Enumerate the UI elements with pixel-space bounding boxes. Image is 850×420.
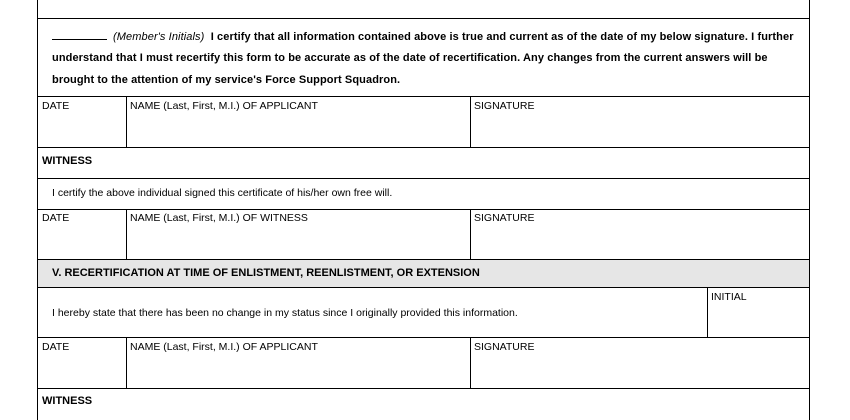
divider <box>38 287 809 288</box>
form-page <box>37 0 810 420</box>
members-initials-field[interactable] <box>52 30 107 40</box>
recert-name-label: NAME (Last, First, M.I.) OF APPLICANT <box>130 341 318 353</box>
applicant-name-field[interactable] <box>127 113 469 146</box>
applicant-date-field[interactable] <box>39 113 125 146</box>
witness-date-label: DATE <box>42 212 70 224</box>
recert-signature-field[interactable] <box>471 354 809 387</box>
divider <box>38 18 809 19</box>
witness-statement: I certify the above individual signed this certificate of his/her own free will. <box>52 187 393 199</box>
recert-date-label: DATE <box>42 341 70 353</box>
certification-line-3: brought to the attention of my service's Force Support Squadron. <box>52 74 401 86</box>
witness-signature-label: SIGNATURE <box>474 212 535 224</box>
witness-heading: WITNESS <box>42 155 93 167</box>
applicant-date-label: DATE <box>42 100 70 112</box>
section-v-heading: V. RECERTIFICATION AT TIME OF ENLISTMENT, REENLISTMENT, OR EXTENSION <box>52 267 480 279</box>
members-initials-label: (Member's Initials) <box>113 31 205 43</box>
initial-field[interactable] <box>708 304 809 336</box>
section-v-statement: I hereby state that there has been no change in my status since I originally provided this information. <box>52 307 518 319</box>
divider <box>38 388 809 389</box>
divider <box>38 147 809 148</box>
divider <box>38 209 809 210</box>
witness-date-field[interactable] <box>39 225 125 258</box>
recert-name-field[interactable] <box>127 354 469 387</box>
certification-line-1 <box>52 30 794 43</box>
certification-line-2: understand that I must recertify this form to be accurate as of the date of recertification. Any changes from the current answers will be <box>52 52 768 64</box>
certification-text-1: I certify that all information contained above is true and current as of the date of my below signature. I further <box>210 31 794 43</box>
applicant-name-label: NAME (Last, First, M.I.) OF APPLICANT <box>130 100 318 112</box>
applicant-signature-field[interactable] <box>471 113 809 146</box>
witness-name-field[interactable] <box>127 225 469 258</box>
initial-label: INITIAL <box>711 291 747 303</box>
recert-date-field[interactable] <box>39 354 125 387</box>
divider <box>38 337 809 338</box>
recert-signature-label: SIGNATURE <box>474 341 535 353</box>
divider <box>38 96 809 97</box>
applicant-signature-label: SIGNATURE <box>474 100 535 112</box>
recert-witness-heading: WITNESS <box>42 395 93 407</box>
witness-name-label: NAME (Last, First, M.I.) OF WITNESS <box>130 212 308 224</box>
witness-signature-field[interactable] <box>471 225 809 258</box>
divider <box>38 178 809 179</box>
